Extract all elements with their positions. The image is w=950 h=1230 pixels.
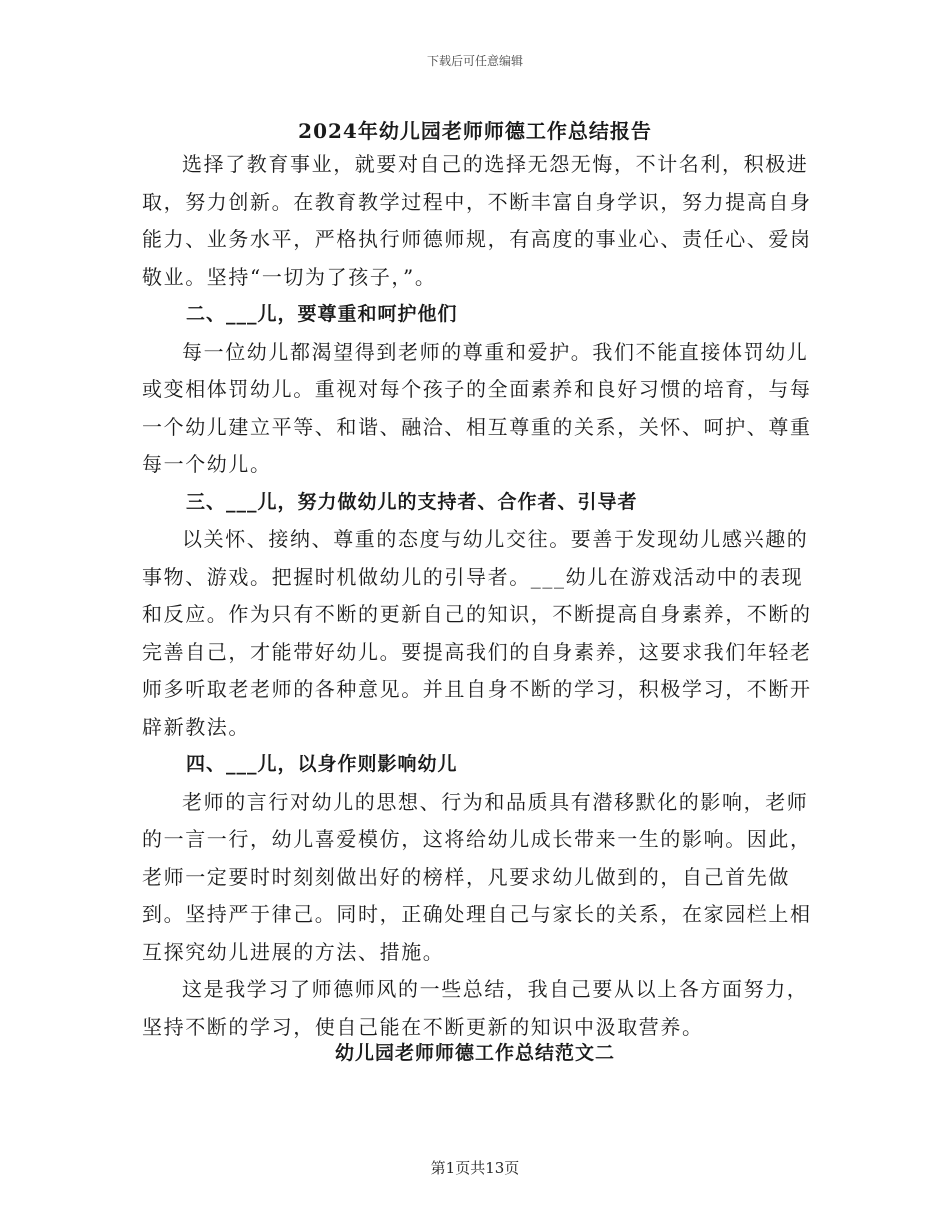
section-heading-3: 三、___儿，努力做幼儿的支持者、合作者、引导者 bbox=[186, 490, 638, 513]
paragraph-conclusion: 这是我学习了师德师风的一些总结，我自己要从以上各方面努力，坚持不断的学习，使自己能在不断更新的知识中汲取营养。 bbox=[142, 977, 809, 1039]
section-heading-2: 二、___儿，要尊重和呵护他们 bbox=[186, 303, 458, 325]
paragraph-section-4: 老师的言行对幼儿的思想、行为和品质具有潜移默化的影响，老师的一言一行，幼儿喜爱模仿，这将给幼儿成长带来一生的影响。因此，老师一定要时时刻刻做出好的榜样，凡要求幼儿做到的，自己首先做到。坚持严于律己。同时，正确处理自己与家长的关系，在家园栏上相互探究幼儿进展的方法、措施。 bbox=[142, 789, 812, 964]
page-header-note: 下载后可任意编辑 bbox=[426, 54, 523, 68]
page-number: 第1页共13页 bbox=[430, 1159, 520, 1177]
section-heading-4: 四、___儿，以身作则影响幼儿 bbox=[186, 753, 458, 775]
paragraph-section-3: 以关怀、接纳、尊重的态度与幼儿交往。要善于发现幼儿感兴趣的事物、游戏。把握时机做幼儿的引导者。___幼儿在游戏活动中的表现和反应。作为只有不断的更新自己的知识，不断提高自身素养，不断的完善自己，才能带好幼儿。要提高我们的自身素养，这要求我们年轻老师多听取老老师的各种意见。并且自身不断的学习，积极学习，不断开辟新教法。 bbox=[142, 527, 812, 739]
document-body bbox=[142, 146, 812, 1046]
paragraph-section-2: 每一位幼儿都渴望得到老师的尊重和爱护。我们不能直接体罚幼儿或变相体罚幼儿。重视对每个孩子的全面素养和良好习惯的培育，与每一个幼儿建立平等、和谐、融洽、相互尊重的关系，关怀、呵护、尊重每一个幼儿。 bbox=[142, 339, 812, 476]
document-title: 2024年幼儿园老师师德工作总结报告 bbox=[298, 119, 652, 143]
next-article-title: 幼儿园老师师德工作总结范文二 bbox=[334, 1042, 615, 1064]
paragraph-intro: 选择了教育事业，就要对自己的选择无怨无悔，不计名利，积极进取，努力创新。在教育教学过程中，不断丰富自身学识，努力提高自身能力、业务水平，严格执行师德师规，有高度的事业心、责任心、爱岗敬业。坚持“一切为了孩子，”。 bbox=[142, 152, 812, 289]
